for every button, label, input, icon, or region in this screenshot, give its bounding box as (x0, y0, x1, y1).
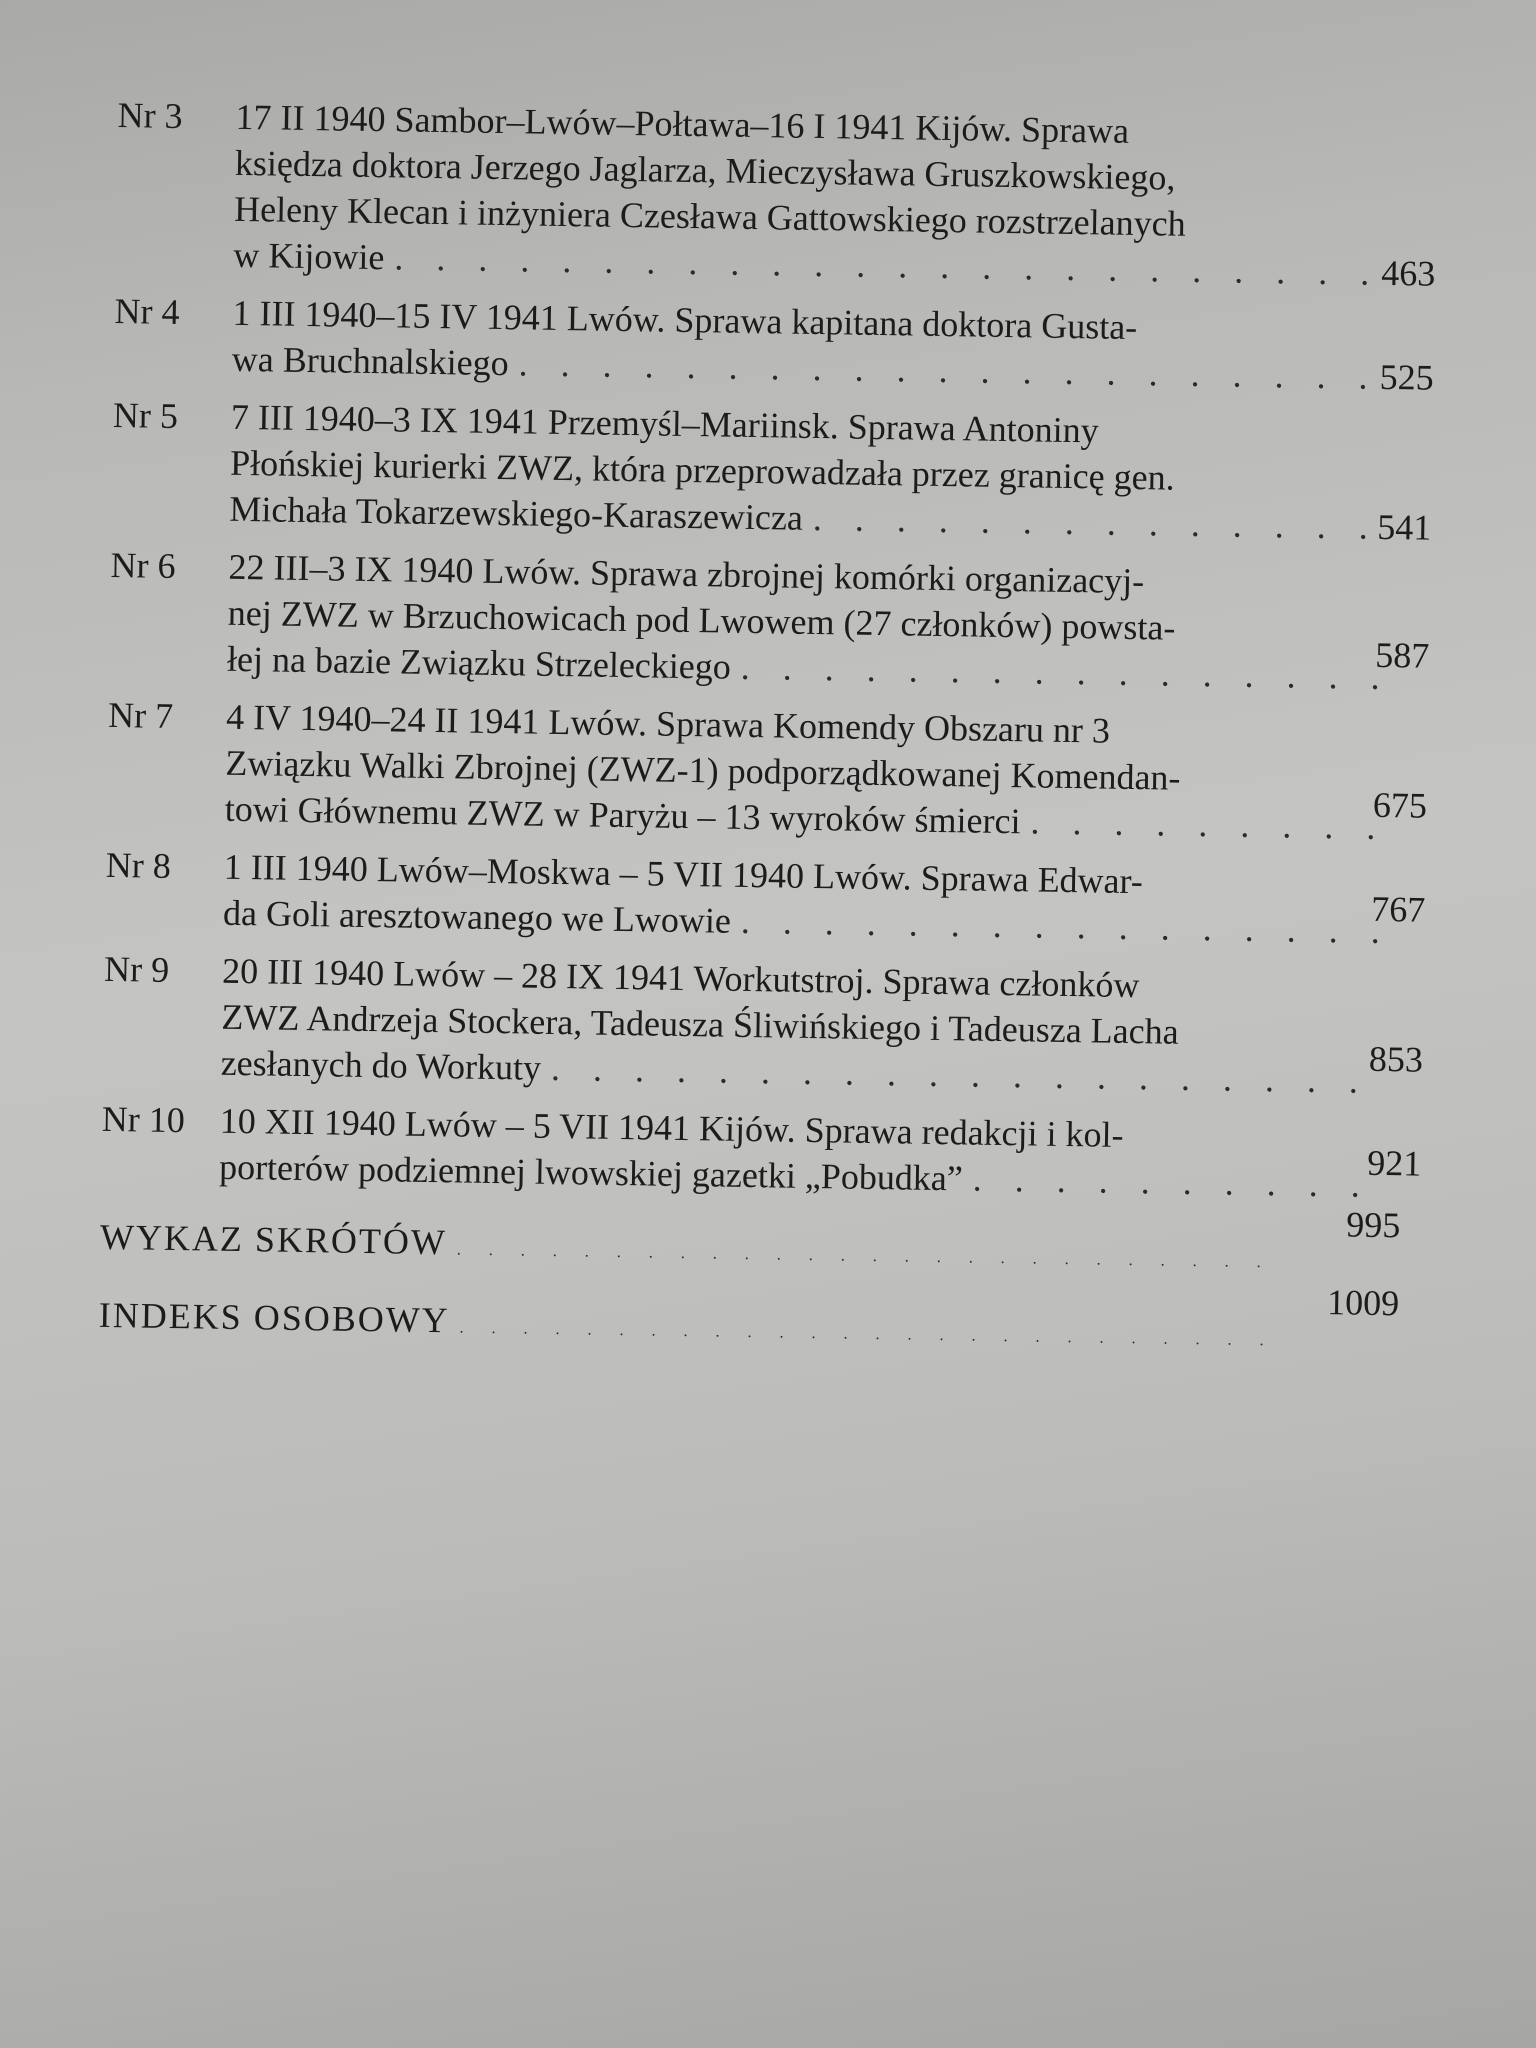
entry-line: w Kijowie (233, 234, 385, 278)
entry-line: da Goli aresztowanego we Lwowie (222, 892, 732, 941)
toc-entry-nr7 (106, 692, 1428, 851)
page-number: 463 (1381, 252, 1436, 294)
entry-number: Nr 7 (107, 694, 174, 736)
toc-entry-nr4 (113, 288, 1434, 401)
entry-number: Nr 5 (112, 394, 179, 436)
entry-number: Nr 6 (110, 544, 176, 586)
entry-line: 17 II 1940 Sambor–Lwów–Połtawa–16 I 1941 Kijów. Sprawa (235, 96, 1130, 151)
leader-dots (449, 1319, 1288, 1350)
entry-line: 1 III 1940 Lwów–Moskwa – 5 VII 1940 Lwów. Sprawa Edwar- (223, 846, 1144, 902)
entry-number: Nr 3 (117, 94, 183, 137)
entry-line: wa Bruchnalskiego (231, 338, 510, 384)
entry-line: porterów podziemnej lwowskiej gazetki „Pobudka” (218, 1146, 964, 1199)
entry-line: 22 III–3 IX 1940 Lwów. Sprawa zbrojnej komórki organizacyj- (228, 546, 1145, 602)
toc-entry-nr3 (115, 92, 1438, 297)
entry-body (227, 544, 1389, 700)
section-line (98, 1294, 1289, 1355)
entry-line: Heleny Klecan i inżyniera Czesława Gattowskiego rozstrzelanych (233, 188, 1186, 244)
entry-line: 10 XII 1940 Lwów – 5 VII 1941 Kijów. Sprawa redakcji i kol- (219, 1100, 1124, 1155)
toc-entry-nr5 (111, 392, 1433, 551)
toc-entry-nr8 (105, 842, 1426, 955)
page-number: 525 (1379, 356, 1434, 398)
toc-section-index (98, 1282, 1400, 1356)
section-title: INDEKS OSOBOWY (98, 1294, 451, 1341)
entry-line: Związku Walki Zbrojnej (ZWZ-1) podporządkowanej Komendan- (225, 742, 1181, 798)
entry-number: Nr 8 (105, 844, 172, 886)
page-number: 921 (1367, 1142, 1422, 1184)
entry-body (224, 694, 1386, 850)
entry-body (231, 290, 1392, 400)
section-title: WYKAZ SKRÓTÓW (99, 1216, 448, 1263)
toc-section-abbreviations (99, 1204, 1401, 1278)
entry-number: Nr 10 (101, 1098, 186, 1141)
entry-line: 7 III 1940–3 IX 1941 Przemyśl–Mariinsk. Sprawa Antoniny (230, 396, 1100, 451)
entry-line: 4 IV 1940–24 II 1941 Lwów. Sprawa Komendy Obszaru nr 3 (225, 696, 1111, 751)
leader-dots (447, 1241, 1290, 1272)
entry-number: Nr 4 (114, 290, 180, 332)
entry-line: zesłanych do Workuty (220, 1042, 542, 1088)
entry-body (223, 844, 1384, 954)
entry-line: 20 III 1940 Lwów – 28 IX 1941 Workutstroj. Sprawa członków (221, 950, 1140, 1006)
entry-line: Michała Tokarzewskiego-Karaszewicza (229, 488, 804, 538)
page-number: 587 (1375, 634, 1430, 676)
entry-body (220, 948, 1382, 1104)
leader-dots (803, 495, 1390, 550)
entry-body (229, 394, 1391, 550)
page-number: 541 (1377, 506, 1432, 548)
table-of-contents (98, 92, 1437, 1357)
entry-body (233, 94, 1396, 296)
entry-line: nej ZWZ w Brzuchowicach pod Lwowem (27 członków) powsta- (227, 592, 1176, 648)
entry-body (219, 1098, 1380, 1208)
leader-dots (731, 898, 1384, 954)
page-number: 1009 (1326, 1282, 1400, 1324)
toc-entry-nr9 (102, 946, 1424, 1105)
entry-number: Nr 9 (103, 948, 170, 990)
entry-line: towi Głównemu ZWZ w Paryżu – 13 wyroków śmierci (224, 788, 1021, 842)
toc-entry-nr10 (101, 1096, 1422, 1209)
entry-line: Płońskiej kurierki ZWZ, która przeprowadzała przez granicę gen. (229, 442, 1175, 498)
page-number: 995 (1346, 1204, 1401, 1246)
page-number: 675 (1372, 784, 1428, 826)
page-number: 853 (1368, 1038, 1424, 1080)
section-line (100, 1216, 1291, 1277)
entry-line: ZWZ Andrzeja Stockera, Tadeusza Śliwińskiego i Tadeusza Lacha (221, 996, 1179, 1052)
entry-line: księdza doktora Jerzego Jaglarza, Mieczysława Gruszkowskiego, (234, 142, 1176, 198)
toc-entry-nr6 (109, 542, 1431, 701)
leader-dots (730, 644, 1387, 700)
entry-line: łej na bazie Związku Strzeleckiego (226, 638, 732, 687)
page-number: 767 (1371, 888, 1426, 930)
entry-line: 1 III 1940–15 IV 1941 Lwów. Sprawa kapitana doktora Gusta- (232, 292, 1138, 348)
